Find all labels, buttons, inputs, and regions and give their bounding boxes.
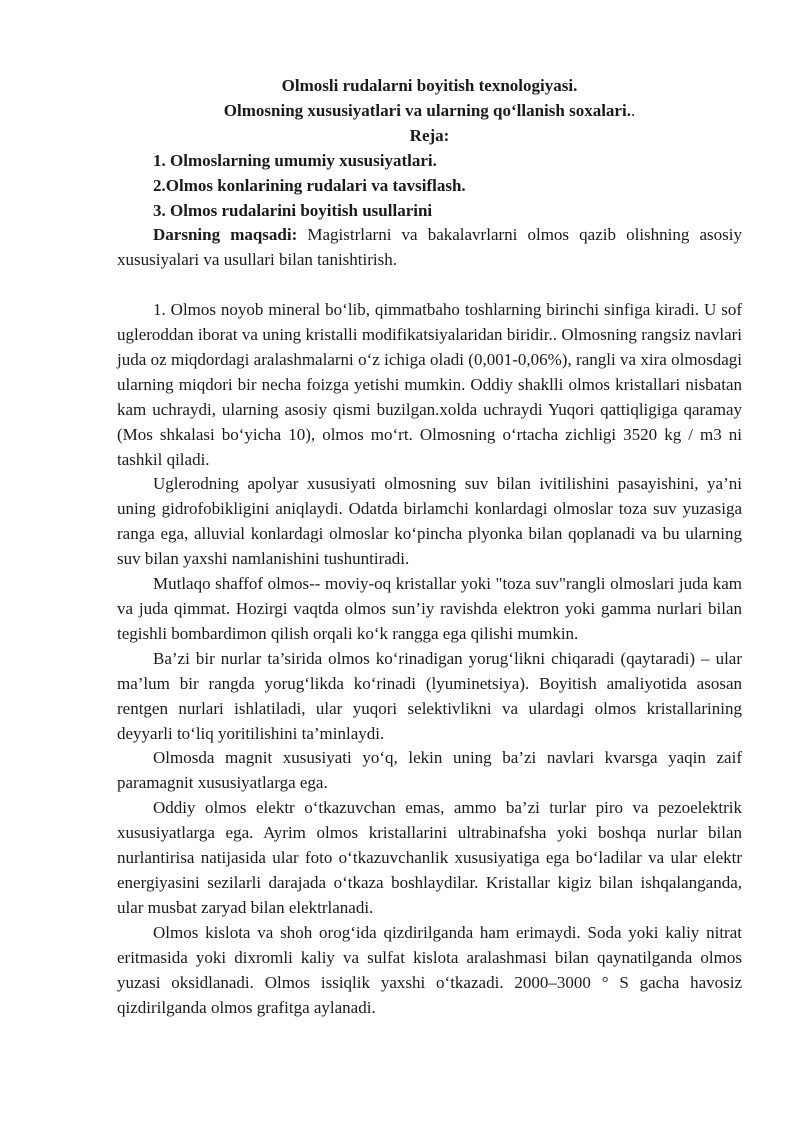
- plan-item-1: 1. Olmoslarning umumiy xususiyatlari.: [153, 150, 437, 170]
- paragraph-4: Ba’zi bir nurlar ta’sirida olmos ko‘rinadigan yorug‘likni chiqaradi (qaytaradi) – ular ma’lum bir rangda yorug‘likda ko‘rinadi (lyuminetsiya). Boyitish amaliyotida asosan rentgen nurlari ishlatiladi, ular yuqori selektivlikni va ulardagi olmos kristallarining deyyarli to‘liq yoritilishini ta’minlaydi.: [117, 648, 742, 743]
- plan-item-3: 3. Olmos rudalarini boyitish usullarini: [153, 200, 433, 220]
- document-subtitle: [117, 99, 742, 124]
- blank-line: [117, 273, 742, 298]
- paragraph-6: Oddiy olmos elektr o‘tkazuvchan emas, ammo ba’zi turlar piro va pezoelektrik xususiyatlarga ega. Ayrim olmos kristallarini ultrabinafsha yoki boshqa nurlar bilan nurlantirisa natijasida ular foto o‘tkazuvchanlik xususiyatiga ega bo‘ladilar va ular elektr energiyasini sezilarli darajada o‘tkaza boshlaydilar. Kristallar kigiz bilan ishqalanganda, ular musbat zaryad bilan elektrlanadi.: [117, 798, 742, 917]
- lesson-goal-text: Magistrlarni va bakalavrlarni olmos qazib olishning asosiy xususiyalari va usullari bilan tanishtirish.: [117, 225, 743, 270]
- subtitle-text: Olmosning xususiyatlari va ularning qo‘llanish soxalari.: [223, 100, 631, 120]
- paragraph-1: 1. Olmos noyob mineral bo‘lib, qimmatbaho toshlarning birinchi sinfiga kiradi. U sof ugleroddan iborat va uning kristalli modifikatsiyalaridan biridir.. Olmosning rangsiz navlari juda oz miqdordagi aralashmalarni o‘z ichiga oladi (0,001-0,06%), rangli va xira olmosdagi ularning miqdori bir necha foizga yetishi mumkin. Oddiy shaklli olmos kristallari nisbatan kam uchraydi, ularning asosiy qismi buzilgan.xolda uchraydi Yuqori qattiqligiga qaramay (Mos shkalasi bo‘yicha 10), olmos mo‘rt. Olmosning o‘rtacha zichligi 3520 kg / m3 ni tashkil qiladi.: [117, 300, 742, 469]
- document-page: [117, 74, 742, 1020]
- subtitle-tail: .: [630, 100, 636, 120]
- lesson-goal: [117, 223, 742, 273]
- paragraph-3: Mutlaqo shaffof olmos-- moviy-oq kristallar yoki "toza suv"rangli olmoslari juda kam va juda qimmat. Hozirgi vaqtda olmos sun’iy ravishda elektron yoki gamma nurlari bilan tegishli bombardimon qilish orqali ko‘k rangga ega qilishi mumkin.: [117, 574, 742, 643]
- paragraph-2: Uglerodning apolyar xususiyati olmosning suv bilan ivitilishini pasayishini, ya’ni uning gidrofobikligini aniqlaydi. Odatda birlamchi konlardagi olmoslar toza suv yuzasiga ranga ega, alluvial konlardagi olmoslar ko‘pincha plyonka bilan qoplanadi va bu ularning suv bilan yaxshi namlanishini tushuntiradi.: [117, 474, 742, 569]
- paragraph-5: Olmosda magnit xususiyati yo‘q, lekin uning ba’zi navlari kvarsga yaqin zaif paramagnit xususiyatlarga ega.: [117, 748, 742, 793]
- plan-item-2: 2.Olmos konlarining rudalari va tavsiflash.: [153, 175, 466, 195]
- document-title: Olmosli rudalarni boyitish texnologiyasi.: [281, 76, 578, 95]
- lesson-goal-label: Darsning maqsadi:: [153, 225, 298, 245]
- paragraph-7: Olmos kislota va shoh orog‘ida qizdirilganda ham erimaydi. Soda yoki kaliy nitrat eritmasida yoki dixromli kaliy va sulfat kislota aralashmasi bilan qaynatilganda olmos yuzasi oksidlanadi. Olmos issiqlik yaxshi o‘tkazadi. 2000–3000 ° S gacha havosiz qizdirilganda olmos grafitga aylanadi.: [117, 922, 742, 1017]
- plan-heading: Reja:: [409, 125, 450, 145]
